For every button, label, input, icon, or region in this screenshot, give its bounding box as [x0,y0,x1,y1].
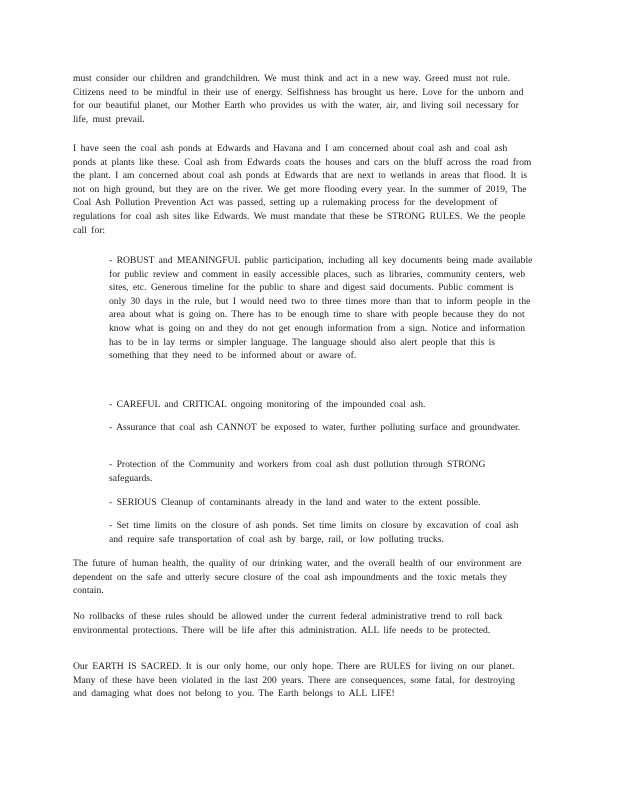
bullet-careful [109,398,533,412]
paragraph-1 [73,72,533,126]
bullet-text: - ROBUST and MEANINGFUL public participation, including all key documents being made available for public review and comment in easily accessible places, such as libraries, community centers, web sites, etc. Generous timeline for the public to share and digest said documents. Public comment is only 30 days in the rule, but I would need two to three times more than that to inform people in the area about what is going on. There has to be enough time to share with people because they do not know what is going on and they do not get enough information from a sign. Notice and information has to be in lay terms or simpler language. The language should also alert people that this is something that they need to be informed about or aware of. [109,255,533,362]
bullet-text: - SERIOUS Cleanup of contaminants already in the land and water to the extent possible. [109,497,481,508]
paragraph-1-text: must consider our children and grandchildren. We must think and act in a new way. Greed must not rule. Citizens need to be mindful in their use of energy. Selfishness has brought us here. Love for the unborn and for our beautiful planet, our Mother Earth who provides us with the water, air, and living soil necessary for life, must prevail. [73,73,524,125]
bullet-serious [109,496,533,510]
bullet-text: - CAREFUL and CRITICAL ongoing monitoring of the impounded coal ash. [109,399,426,410]
bullet-text: - Set time limits on the closure of ash ponds. Set time limits on closure by excavation of coal ash and require safe transportation of coal ash by barge, rail, or low polluting trucks. [109,520,519,545]
bullet-protection [109,458,533,485]
paragraph-2 [73,142,533,237]
paragraph-4 [73,610,533,637]
paragraph-4-text: No rollbacks of these rules should be allowed under the current federal administrative trend to roll back environmental protections. There will be life after this administration. ALL life needs to be protected. [73,611,503,636]
bullet-robust [109,254,533,363]
bullet-assurance [109,421,533,435]
bullet-text: - Protection of the Community and workers from coal ash dust pollution through STRONG safeguards. [109,459,486,484]
paragraph-5 [73,660,533,701]
bullet-time-limits [109,519,533,546]
paragraph-3-text: The future of human health, the quality of our drinking water, and the overall health of our environment are dependent on the safe and utterly secure closure of the coal ash impoundments and the toxic metals they contain. [73,558,522,597]
paragraph-2-text: I have seen the coal ash ponds at Edwards and Havana and I am concerned about coal ash and coal ash ponds at plants like these. Coal ash from Edwards coats the houses and cars on the bluff across the road from the plant. I am concerned about coal ash ponds at Edwards that are next to wetlands in areas that flood. It is not on high ground, but they are on the river. We get more flooding every year. In the summer of 2019, The Coal Ash Pollution Prevention Act was passed, setting up a rulemaking process for the development of regulations for coal ash sites like Edwards. We must mandate that these be STRONG RULES. We the people call for: [73,143,532,236]
paragraph-3 [73,557,533,598]
bullet-text: - Assurance that coal ash CANNOT be exposed to water, further polluting surface and groundwater. [109,422,521,433]
paragraph-5-text: Our EARTH IS SACRED. It is our only home, our only hope. There are RULES for living on our planet. Many of these have been violated in the last 200 years. There are consequences, some fatal, for destroying and damaging what does not belong to you. The Earth belongs to ALL LIFE! [73,661,515,700]
